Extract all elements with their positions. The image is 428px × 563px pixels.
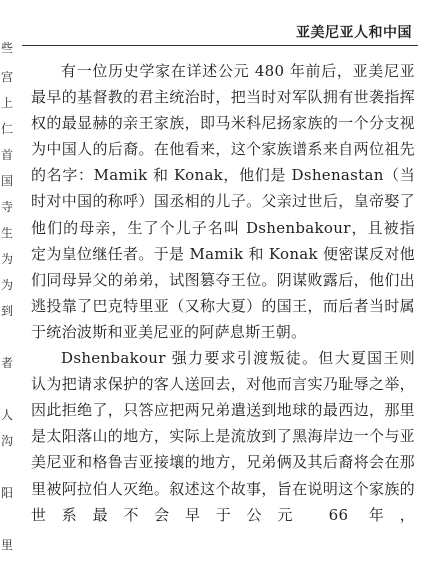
facing-page-margin <box>0 0 18 563</box>
bleed-char: 首 <box>1 148 14 162</box>
bleed-char: 上 <box>1 96 14 110</box>
header-rule <box>22 45 418 46</box>
paragraph: 有一位历史学家在详述公元 480 年前后，亚美尼亚最早的基督教的君主统治时，把当时对军队拥有世袭指挥权的最显赫的亲王家族，即马米科尼扬家族的一个分支视为中国人的后裔。在他看来，这个家族谱系来自两位祖先的名字：Mamik 和 Konak，他们是 Dshenastan（当时对中国的称呼）国丞相的儿子。父亲过世后，皇帝娶了他们的母亲，生了个儿子名叫 Dshenbakour，且被指定为皇位继任者。于是 Mamik 和 Konak 便密谋反对他们同母异父的弟弟，试图篡夺王位。阴谋败露后，他们出逃投靠了巴克特里亚（又称大夏）的国王，而后者当时属于统治波斯和亚美尼亚的阿萨息斯王朝。 <box>31 62 415 341</box>
bleed-char: 国 <box>1 174 14 188</box>
bleed-char: 到 <box>1 304 14 318</box>
bleed-char: 为 <box>1 252 14 266</box>
bleed-char: 者 <box>1 356 14 370</box>
bleed-char: 仁 <box>1 122 14 136</box>
bleed-char: 为 <box>1 278 14 292</box>
bleed-char: 生 <box>1 226 14 240</box>
body-text <box>31 58 415 528</box>
bleed-char: 宫 <box>1 70 14 84</box>
bleed-char: 沟 <box>1 434 14 448</box>
page-header <box>18 0 428 46</box>
paragraph: Dshenbakour 强力要求引渡叛徒。但大夏国王则认为把请求保护的客人送回去，对他而言实乃耻辱之举，因此拒绝了，只答应把两兄弟遣送到地球的最西边，那里是太阳落山的地方，实际上是流放到了黑海岸边一个与亚美尼亚和格鲁吉亚接壤的地方，兄弟俩及其后裔将会在那里被阿拉伯人灭绝。叙述这个故事，旨在说明这个家族的世系最不会早于公元 66 年， <box>31 349 415 524</box>
bleed-char: 寺 <box>1 200 14 214</box>
running-head: 亚美尼亚人和中国 <box>296 25 412 41</box>
bleed-char: 人 <box>1 408 14 422</box>
bleed-char: 些 <box>1 41 14 55</box>
bleed-char: 里 <box>1 538 14 552</box>
bleed-char: 阳 <box>1 486 14 500</box>
